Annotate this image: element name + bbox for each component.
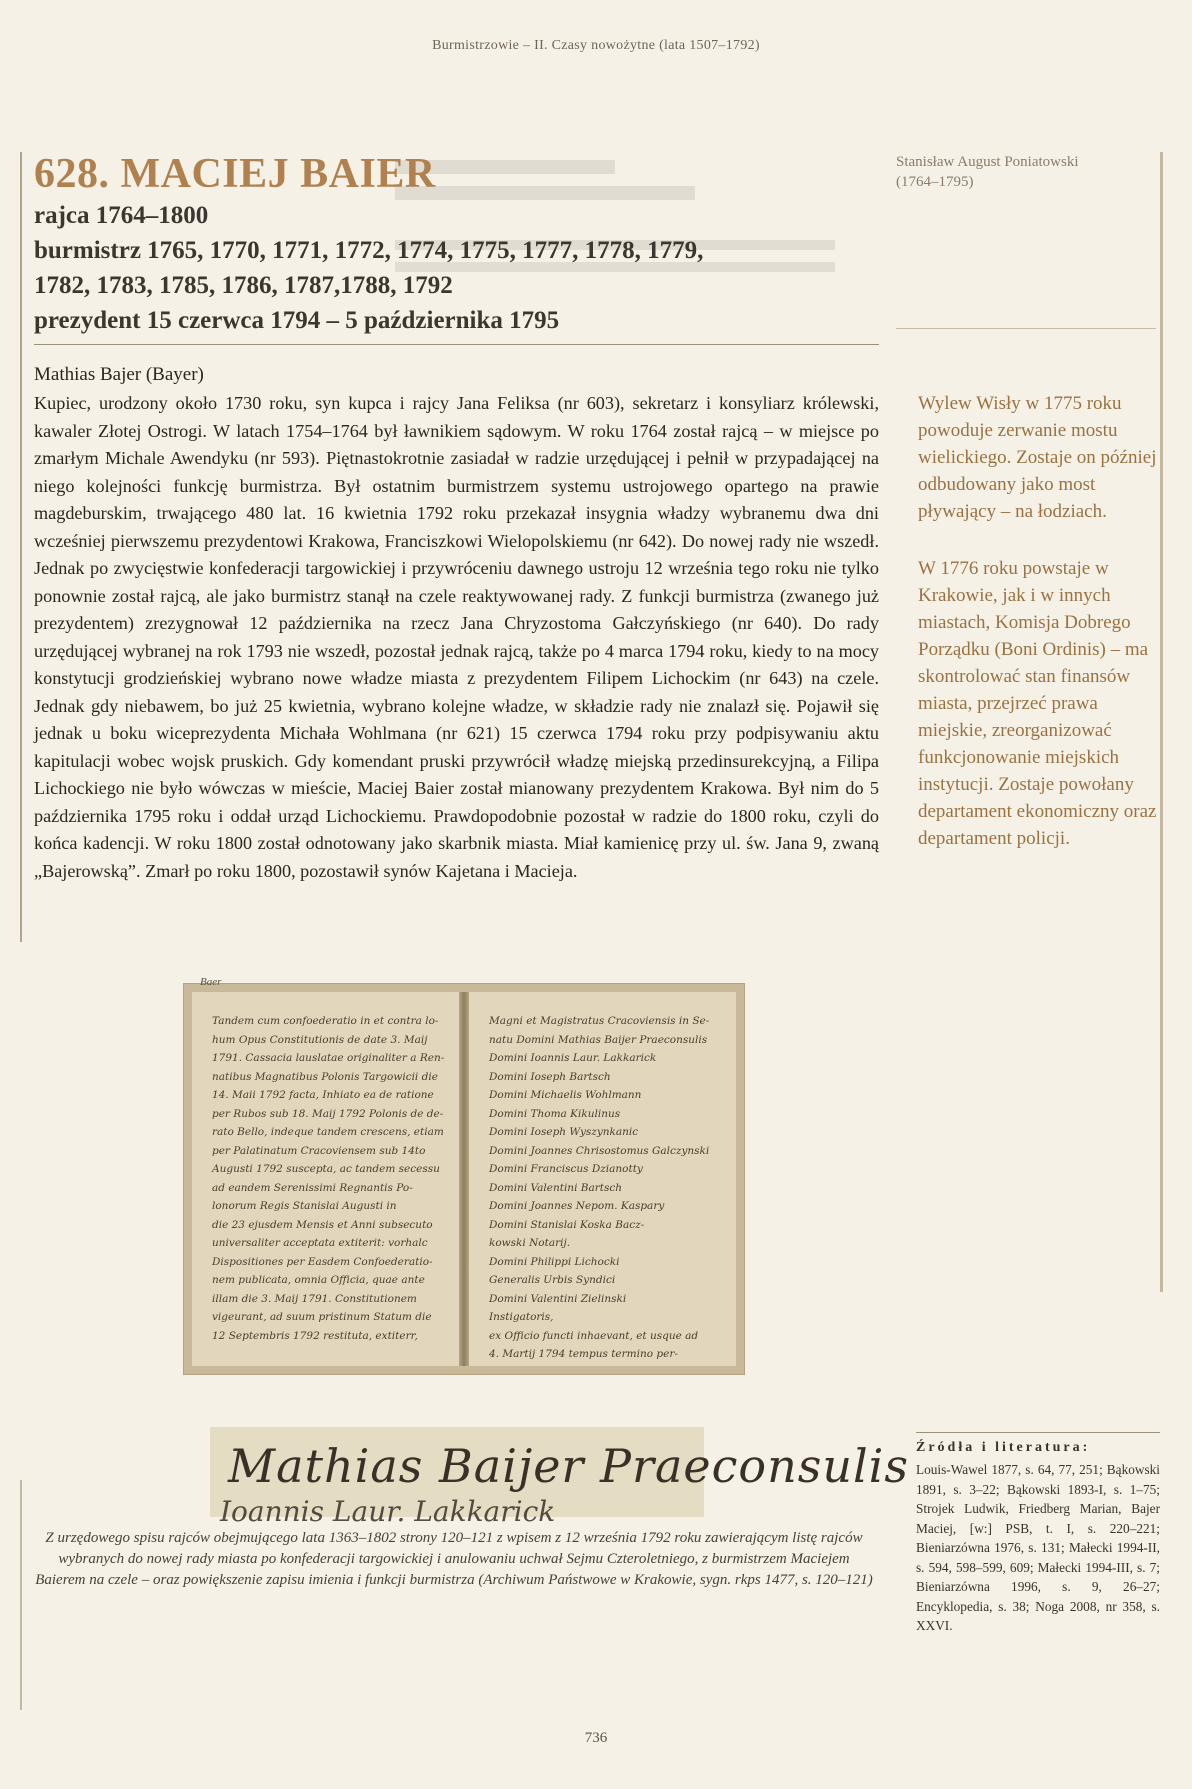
manuscript-line: Magni et Magistratus Cracoviensis in Se- (489, 1015, 710, 1027)
manuscript-line: Domini Valentini Zielinski (489, 1292, 627, 1305)
manuscript-line: Domini Thoma Kikulinus (489, 1107, 621, 1120)
sources-divider (916, 1432, 1160, 1433)
manuscript-line: kowski Notarij. (489, 1237, 571, 1249)
manuscript-line: ad eandem Serenissimi Regnantis Po- (212, 1181, 413, 1194)
reign-years: (1764–1795) (896, 174, 974, 190)
alternate-name: Mathias Bajer (Bayer) (34, 364, 204, 385)
manuscript-line: rato Bello, indeque tandem crescens, etiam (212, 1126, 444, 1138)
manuscript-line: vigeurant, ad suum pristinum Statum die (212, 1311, 432, 1323)
manuscript-line: Domini Michaelis Wohlmann (489, 1089, 642, 1101)
sources-section (916, 1440, 1160, 1636)
manuscript-line: Domini Ioannis Laur. Lakkarick (489, 1052, 657, 1064)
manuscript-left-page (192, 992, 459, 1366)
manuscript-line: natu Domini Mathias Baijer Praeconsulis (489, 1033, 708, 1046)
reign-label: Stanisław August Poniatowski (896, 154, 1079, 170)
manuscript-line: 1791. Cassacia lauslatae originaliter a Ren- (212, 1052, 445, 1064)
sidebar-divider (896, 328, 1156, 329)
figure-caption: Z urzędowego spisu rajców obejmującego lata 1363–1802 strony 120–121 z wpisem z 12 września 1792 roku zawierającym listę rajców wybranych do nowej rady miasta po konfederacji targowickiej i anulowaniu uchwał Sejmu Czteroletniego, z burmistrzem Maciejem Baierem na czele – oraz powiększenie zapisu imienia i funkcji burmistrza (Archiwum Państwowe w Krakowie, sygn. rkps 1477, s. 120–121) (35, 1530, 873, 1588)
role-president: prezydent 15 czerwca 1794 – 5 października 1795 (34, 307, 560, 334)
signature-line-2: Ioannis Laur. Lakkarick (220, 1495, 556, 1528)
manuscript-line: Domini Franciscus Dzianotty (489, 1163, 643, 1175)
manuscript-line: per Rubos sub 18. Maij 1792 Polonis de de- (212, 1107, 444, 1120)
role-councillor: rajca 1764–1800 (34, 202, 209, 229)
sidebar-note-flood: Wylew Wisły w 1775 roku powoduje zerwanie mostu wielickiego. Zostaje on później odbudowany jako most pływający – na łodziach. (918, 393, 1157, 522)
manuscript-line: Dispositiones per Easdem Confoederatio- (212, 1255, 433, 1268)
manuscript-line: Augusti 1792 suscepta, ac tandem secessu (212, 1163, 440, 1175)
role-mayor-years-2: 1782, 1783, 1785, 1786, 1787,1788, 1792 (34, 272, 453, 299)
manuscript-line: Domini Valentini Bartsch (489, 1181, 623, 1194)
manuscript-line: natibus Magnatibus Polonis Targowicii die (212, 1070, 438, 1083)
manuscript-right-page (469, 992, 736, 1366)
manuscript-line: 12 Septembris 1792 restituta, extiterr, (212, 1329, 418, 1342)
entry-title: 628. MACIEJ BAIER (34, 151, 436, 197)
manuscript-line: Domini Ioseph Wyszynkanic (489, 1126, 639, 1138)
left-margin-rule-lower (20, 1480, 22, 1710)
manuscript-line: per Palatinatum Cracoviensem sub 14to (212, 1144, 426, 1157)
manuscript-line: lonorum Regis Stanislai Augusti in (212, 1200, 397, 1212)
manuscript-line: 4. Martij 1794 tempus termino per- (489, 1348, 678, 1360)
manuscript-line: Domini Stanislai Koska Bacz- (489, 1218, 645, 1231)
right-margin-rule (1160, 152, 1163, 1292)
role-mayor-years-1: burmistrz 1765, 1770, 1771, 1772, 1774, 1775, 1777, 1778, 1779, (34, 237, 704, 264)
manuscript-line: ex Officio functi inhaevant, et usque ad (489, 1329, 699, 1342)
heading-divider (34, 344, 879, 345)
manuscript-line: hum Opus Constitutionis de date 3. Maij (212, 1033, 428, 1046)
manuscript-line: Domini Ioseph Bartsch (489, 1070, 611, 1083)
manuscript-gutter (459, 992, 469, 1366)
page-number: 736 (584, 1730, 608, 1746)
biography-text: Kupiec, urodzony około 1730 roku, syn kupca i rajcy Jana Feliksa (nr 603), sekretarz i konsyliarz królewski, kawaler Złotej Ostrogi. W latach 1754–1764 był ławnikiem sądowym. W roku 1764 został rajcą – w miejsce po zmarłym Michale Awendyku (nr 593). Piętnastokrotnie zasiadał w radzie urzędującej i pełnił w przypadającej na niego kolejności funkcję burmistrza. Był ostatnim burmistrzem systemu ustrojowego opartego na prawie magdeburskim, trwającego 480 lat. 16 kwietnia 1792 roku przekazał insygnia władzy wybranemu dwa dni wcześniej pierwszemu prezydentowi Krakowa, Franciszkowi Wielopolskiemu (nr 642). Do nowej rady nie wszedł. Jednak po zwycięstwie konfederacji targowickiej i przywróceniu dawnego ustroju 12 września tego roku nie tylko ponownie został rajcą, ale jako burmistrz stanął na czele reaktywowanej rady. Z funkcji burmistrza (zwanego już prezydentem) zrezygnował 12 października na rzecz Jana Chryzostoma Gałczyńskiego (nr 640). Do rady urzędującej wybranej na rok 1793 nie wszedł, pozostał jednak rajcą, także po 4 marca 1794 roku, kiedy to na mocy konstytucji grodzieńskiej wybrano nowe władze miasta z prezydentem Filipem Lichockim (nr 643) na czele. Jednak gdy niebawem, bo już 25 kwietnia, wybrano kolejne władze, w składzie rady nie znalazł się. Pojawił się jednak u boku wiceprezydenta Michała Wohlmana (nr 621) 15 czerwca 1794 roku przy podpisywaniu aktu kapitulacji wobec wojsk pruskich. Gdy komendant pruski przywrócił władzę miejską przedinsurekcyjną, a Filipa Lichockiego nie było wówczas w mieście, Maciej Baier został mianowany prezydentem Krakowa. Był nim do 5 października 1795 roku i oddał urząd Lichockiemu. Prawdopodobnie pozostał w radzie do 1800 roku, czyli do końca kadencji. W roku 1800 został odnotowany jako skarbnik miasta. Miał kamienicę przy ul. św. Jana 9, zwaną „Bajerowską”. Zmarł po roku 1800, pozostawił synów Kajetana i Macieja. (34, 393, 879, 881)
biography-section (34, 362, 879, 885)
manuscript-line: Domini Philippi Lichocki (489, 1255, 620, 1268)
sidebar-note-commission: W 1776 roku powstaje w Krakowie, jak i w innych miastach, Komisja Dobrego Porządku (Boni Ordinis) – ma skontrolować stan finansów miasta, przejrzeć prawa miejskie, zreorganizować funkcjonowanie miejskich instytucji. Zostaje powołany departament ekonomiczny oraz departament policji. (918, 558, 1157, 849)
manuscript-line: Instigatoris, (489, 1311, 554, 1323)
manuscript-line: nem publicata, omnia Officia, quae ante (212, 1274, 425, 1286)
entry-heading (34, 150, 884, 338)
manuscript-line: Generalis Urbis Syndici (489, 1274, 616, 1286)
sources-text: Louis-Wawel 1877, s. 64, 77, 251; Bąkowski 1891, s. 3–22; Bąkowski 1893-I, s. 1–75; Strojek Ludwik, Friedberg Marian, Bajer Maciej, [w:] PSB, t. I, s. 220–221; Bieniarzówna 1976, s. 131; Małecki 1994-II, s. 594, 598–599, 609; Małecki 1994-III, s. 7; Bieniarzówna 1996, s. 9, 26–27; Encyklopedia, s. 38; Noga 2008, nr 358, s. XXVI. (916, 1462, 1160, 1633)
sources-heading: Źródła i literatura: (916, 1440, 1091, 1455)
running-header: Burmistrzowie – II. Czasy nowożytne (lata 1507–1792) (432, 38, 760, 53)
manuscript-line: illam die 3. Maij 1791. Constitutionem (212, 1292, 417, 1305)
manuscript-line: die 23 ejusdem Mensis et Anni subsecuto (212, 1218, 433, 1231)
manuscript-photo (184, 984, 744, 1374)
manuscript-line: universaliter acceptata extiterit: vorhalc (212, 1237, 428, 1249)
manuscript-top-label: Baer (200, 976, 222, 988)
left-margin-rule (20, 152, 22, 942)
manuscript-line: 14. Maii 1792 facta, Inhiato ea de ratione (212, 1089, 434, 1101)
signature-enlargement (210, 1427, 909, 1528)
sidebar-reign (896, 152, 1156, 329)
signature-line-1: Mathias Baijer Praeconsulis (228, 1439, 909, 1493)
manuscript-line: Domini Joannes Chrisostomus Galczynski (489, 1144, 710, 1157)
manuscript-line: Domini Joannes Nepom. Kaspary (489, 1200, 665, 1212)
manuscript-line: Tandem cum confoederatio in et contra lo- (212, 1015, 439, 1027)
